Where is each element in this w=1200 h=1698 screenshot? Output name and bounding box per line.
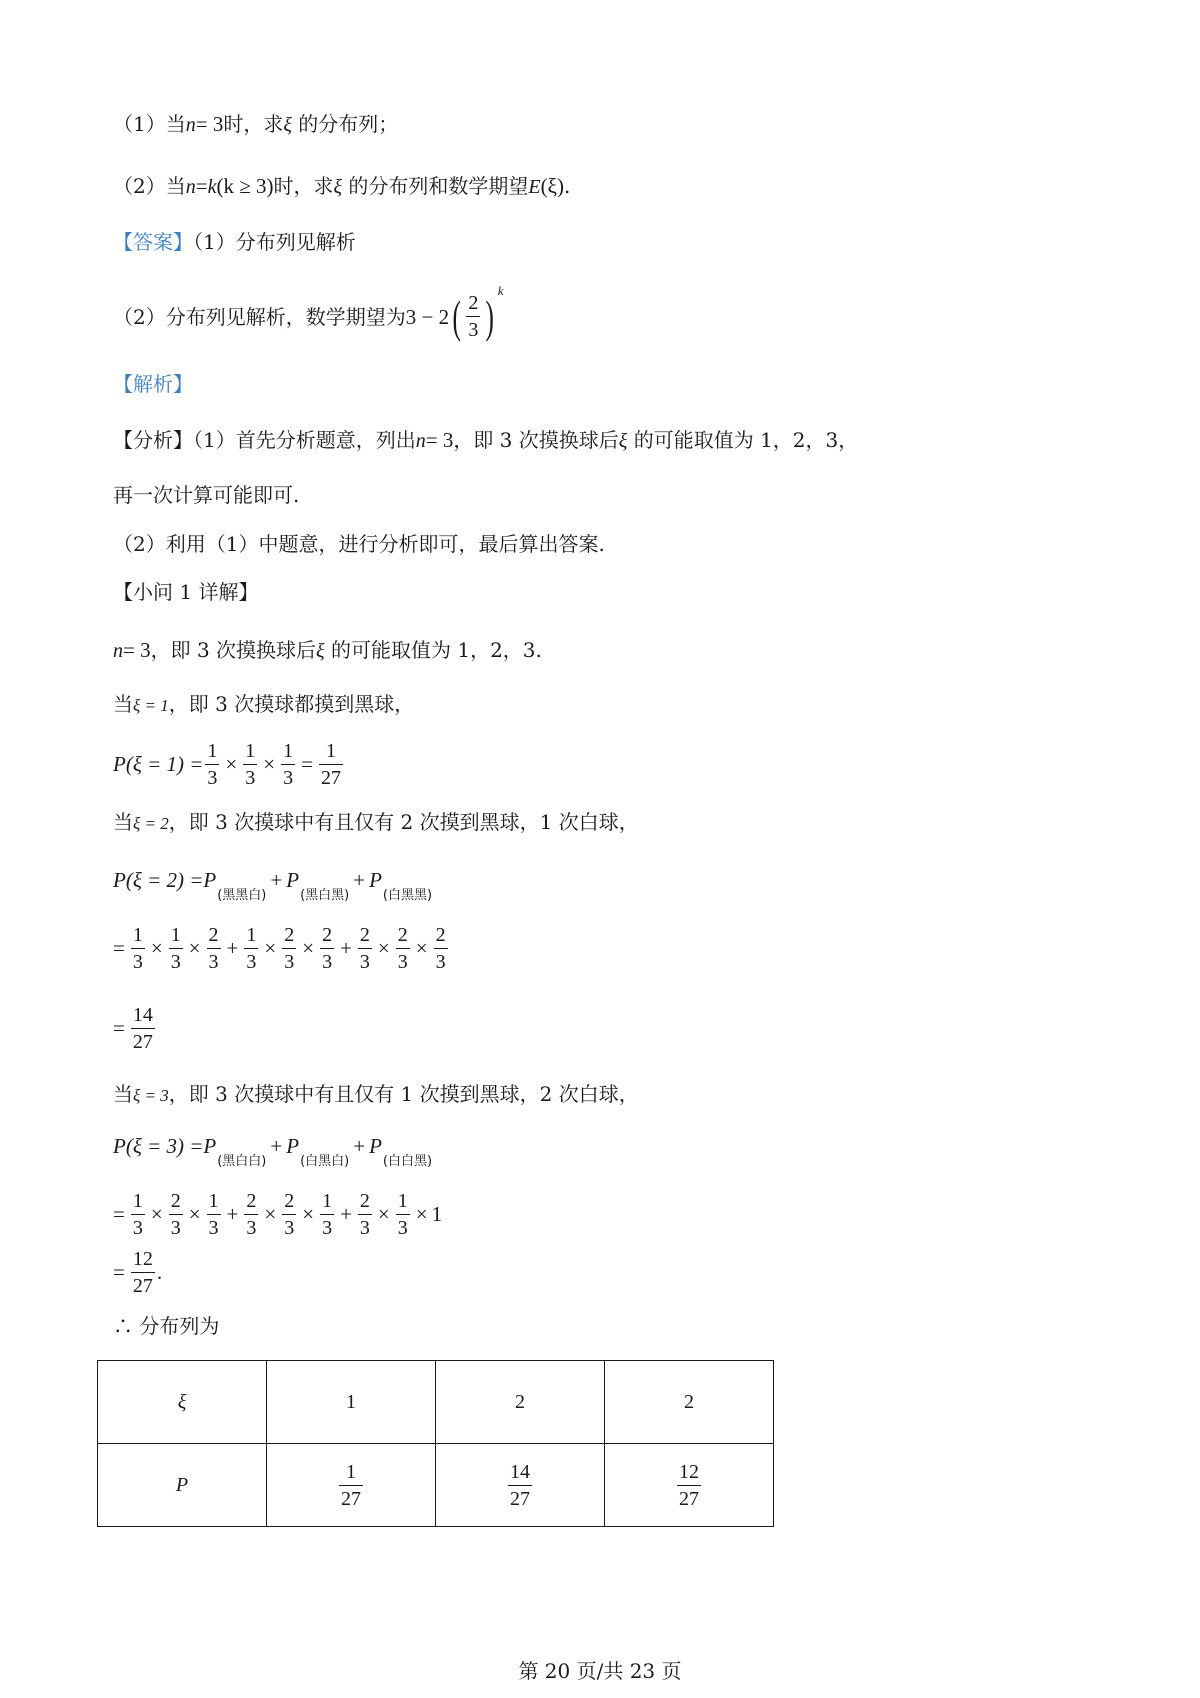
times-sign: ×: [150, 1202, 163, 1226]
fraction-den: 3: [358, 948, 372, 975]
fraction: [169, 1188, 183, 1241]
table-frac-den: 27: [339, 1485, 363, 1512]
table-row: [98, 1361, 774, 1444]
analysis-line-3: （2）利用（1）中题意，进行分析即可，最后算出答案.: [113, 532, 605, 556]
fraction-den: 3: [244, 948, 258, 975]
case3-res-den: 27: [131, 1272, 155, 1299]
analysis-tag: 【分析】: [113, 428, 193, 452]
case1-b: ，即 3 次摸球都摸到黑球，: [168, 692, 415, 716]
table-fraction: [677, 1459, 701, 1512]
case2-terms: [129, 922, 450, 975]
q2-suffix: 的分布列和数学期望: [342, 174, 529, 198]
table-frac-den: 27: [677, 1485, 701, 1512]
case1-f2-num: 1: [245, 739, 256, 762]
fraction-den: 3: [169, 1214, 183, 1241]
analysis-line-2: 再一次计算可能即可.: [113, 483, 300, 507]
fraction: [169, 922, 183, 975]
case1-a: 当: [113, 692, 133, 716]
detail-eq: = 3: [123, 638, 151, 662]
case3-res-num: 12: [132, 1247, 153, 1270]
q1-xi: ξ: [283, 114, 292, 136]
plus-sign: +: [340, 1202, 352, 1226]
fraction-den: 3: [207, 948, 221, 975]
case3-result-line: [113, 1244, 162, 1300]
table-frac-num: 1: [346, 1460, 356, 1483]
case3-s3: (白白黑): [382, 1154, 433, 1169]
answer-line-2: [113, 282, 504, 343]
plus-sign: +: [270, 868, 283, 892]
fraction: [396, 1188, 410, 1241]
q1-mid: 时，求: [223, 112, 284, 136]
case1-result: [319, 738, 343, 791]
fraction-num: 1: [170, 923, 181, 946]
case1-res-den: 27: [319, 764, 343, 791]
fraction-num: 2: [284, 923, 295, 946]
answer-a2: （2）分布列见解析，数学期望为: [113, 304, 406, 329]
fraction: [207, 1188, 221, 1241]
fraction-num: 2: [208, 923, 219, 946]
fraction: [131, 1188, 145, 1241]
fraction-den: 3: [358, 1214, 372, 1241]
fraction: [358, 922, 372, 975]
case3-P3: P: [369, 1134, 382, 1158]
fraction-den: 3: [131, 948, 145, 975]
fraction: [244, 1188, 258, 1241]
analysis-eq: = 3: [425, 428, 454, 452]
case1-f2-den: 3: [243, 764, 257, 791]
times-sign: ×: [302, 936, 315, 960]
case3-s1: (黑白白): [217, 1154, 267, 1169]
q1-suffix: 的分布列；: [291, 112, 399, 136]
analysis-n: n: [415, 430, 426, 452]
q1-prefix: （1）当: [113, 112, 186, 136]
analysis-xi: ξ: [618, 430, 628, 452]
times-sign: ×: [377, 936, 390, 960]
fraction-num: 2: [246, 1189, 257, 1212]
fraction-den: 3: [244, 1214, 258, 1241]
answer-tag: 【答案】: [113, 230, 193, 254]
case3-s2: (白黑白): [300, 1154, 350, 1169]
case1-f3-num: 1: [283, 739, 294, 762]
case3-lhs-line: [113, 1132, 432, 1172]
fraction-num: 1: [132, 923, 143, 946]
table-frac-num: 14: [510, 1460, 530, 1483]
table-header-p: P: [98, 1444, 267, 1527]
case3-result: [131, 1246, 155, 1299]
case2-expansion: [113, 920, 450, 976]
times-sign: ×: [263, 752, 276, 776]
fraction-num: 2: [397, 923, 408, 946]
detail-tag: 【小问 1 详解】: [113, 580, 259, 604]
plus-sign: +: [340, 936, 352, 960]
table-cell: 2: [605, 1361, 774, 1444]
case2-P1: P: [203, 868, 217, 892]
fraction-num: 2: [359, 923, 370, 946]
case2-a: 当: [113, 810, 133, 834]
times-sign: ×: [188, 936, 201, 960]
q2-k: k: [207, 176, 217, 198]
analysis-p1b: ，即 3 次摸换球后: [453, 428, 619, 452]
q2-Exi: (ξ): [540, 174, 564, 198]
times-sign: ×: [415, 1202, 428, 1226]
plus-sign: +: [226, 936, 239, 960]
fraction-num: 1: [132, 1189, 143, 1212]
detail-c: ，即 3 次摸换球后: [150, 638, 317, 662]
question-2: [113, 172, 570, 201]
case1-xi: ξ = 1: [133, 696, 169, 715]
plus-sign: +: [226, 1202, 239, 1226]
case3-text: [113, 1080, 639, 1110]
times-sign: ×: [264, 936, 277, 960]
case2-res-num: 14: [132, 1003, 153, 1026]
case3-P1: P: [203, 1134, 217, 1158]
fraction: [320, 1188, 334, 1241]
case2-text: [113, 808, 639, 838]
answer-exponent: k: [497, 282, 504, 298]
table-cell: 2: [436, 1361, 605, 1444]
fraction-den: 3: [396, 948, 410, 975]
times-sign: ×: [415, 936, 428, 960]
q2-cond: (k ≥ 3): [216, 174, 274, 198]
eq-sign: =: [113, 1202, 125, 1226]
case2-b: ，即 3 次摸球中有且仅有 2 次摸到黑球，1 次白球，: [168, 810, 639, 834]
eq-sign: =: [113, 1016, 125, 1040]
case1-f3-den: 3: [281, 764, 295, 791]
detail-e: 的可能取值为 1，2，3.: [324, 638, 542, 662]
dist-title: ∴ 分布列为: [113, 1314, 220, 1338]
case3-lhs: P(ξ = 3) =: [113, 1134, 204, 1158]
fraction-num: 1: [322, 1189, 333, 1212]
times-sign: ×: [302, 1202, 315, 1226]
fraction-num: 2: [322, 923, 333, 946]
left-paren: (: [452, 290, 461, 342]
detail-n: n: [113, 640, 123, 662]
table-cell: [267, 1444, 436, 1527]
analysis-p1a: （1）首先分析题意，列出: [193, 428, 416, 452]
case3-xi: ξ = 3: [133, 1086, 169, 1105]
q2-prefix: （2）当: [113, 174, 186, 198]
fraction-den: 3: [169, 948, 183, 975]
jiexi-tag: 【解析】: [113, 372, 193, 396]
case2-xi: ξ = 2: [133, 814, 169, 833]
fraction-num: 1: [246, 923, 257, 946]
plus-sign: +: [353, 1134, 366, 1158]
frac-den: 3: [466, 316, 480, 343]
fraction-den: 3: [434, 948, 448, 975]
analysis-p1c: 的可能取值为 1，2，3，: [627, 428, 859, 452]
table-fraction: [508, 1459, 532, 1512]
eq-sign: =: [113, 936, 125, 960]
page-footer: 第 20 页/共 23 页: [518, 1659, 682, 1683]
q2-E: E: [528, 176, 541, 198]
q2-n: n: [185, 176, 196, 198]
times-sign: ×: [188, 1202, 201, 1226]
distribution-table: [97, 1360, 774, 1527]
fraction-den: 3: [282, 948, 296, 975]
fraction-den: 3: [320, 1214, 334, 1241]
q1-n: n: [185, 114, 196, 136]
detail-line-1: [113, 636, 542, 665]
fraction: [282, 922, 296, 975]
plus-sign: +: [270, 1134, 283, 1158]
table-fraction: [339, 1459, 363, 1512]
times-sign: ×: [377, 1202, 390, 1226]
fraction-den: 3: [131, 1214, 145, 1241]
case1-f3: [281, 738, 295, 791]
table-frac-num: 12: [679, 1460, 699, 1483]
q2-eq: =: [195, 174, 208, 198]
fraction-num: 2: [170, 1189, 181, 1212]
table-header-xi: ξ: [98, 1361, 267, 1444]
answer-fraction: [466, 290, 480, 343]
table-row: [98, 1444, 774, 1527]
case2-s2: (黑白黑): [300, 888, 350, 903]
times-sign: ×: [150, 936, 163, 960]
case3-terms: [129, 1188, 442, 1241]
case1-res-num: 1: [325, 739, 336, 762]
case2-result: [131, 1002, 155, 1055]
fraction-num: 1: [208, 1189, 219, 1212]
fraction: [131, 922, 145, 975]
question-1: [113, 110, 398, 139]
case1-text: [113, 690, 414, 720]
case2-result-line: [113, 1000, 157, 1056]
table-cell: 1: [267, 1361, 436, 1444]
plus-sign: +: [353, 868, 366, 892]
expr-a: 3 − 2: [405, 304, 450, 329]
fraction-den: 3: [207, 1214, 221, 1241]
q2-xi: ξ: [333, 176, 343, 198]
fraction: [358, 1188, 372, 1241]
case1-lhs: P(ξ = 1) =: [113, 752, 204, 776]
detail-xi: ξ: [316, 640, 325, 662]
case2-lhs: P(ξ = 2) =: [113, 868, 204, 892]
case1-formula: [113, 736, 345, 792]
table-cell: [436, 1444, 605, 1527]
fraction: [396, 922, 410, 975]
fraction: [207, 922, 221, 975]
case3-P2: P: [286, 1134, 300, 1158]
right-paren: ): [485, 290, 495, 342]
fraction: [244, 922, 258, 975]
case2-s3: (白黑黑): [382, 888, 433, 903]
fraction-den: 3: [320, 948, 334, 975]
analysis-line-1: [113, 426, 858, 455]
q2-mid: 时，求: [273, 174, 334, 198]
case1-f1: [205, 738, 219, 791]
fraction-num: 1: [397, 1189, 408, 1212]
case3-a: 当: [113, 1082, 133, 1106]
eq-sign: =: [113, 1260, 125, 1284]
case3-b: ，即 3 次摸球中有且仅有 1 次摸到黑球，2 次白球，: [168, 1082, 639, 1106]
case3-expansion: [113, 1186, 442, 1242]
case2-res-den: 27: [131, 1028, 155, 1055]
fraction-num: 2: [435, 923, 446, 946]
frac-num: 2: [468, 292, 479, 314]
case1-f1-den: 3: [205, 764, 219, 791]
eq-sign: =: [301, 752, 313, 776]
tail-value: 1: [431, 1202, 443, 1226]
q2-end: .: [564, 174, 571, 198]
case2-s1: (黑黑白): [217, 888, 267, 903]
table-cell: [605, 1444, 774, 1527]
fraction: [434, 922, 448, 975]
fraction: [320, 922, 334, 975]
q1-eq: = 3: [195, 112, 224, 136]
table-frac-den: 27: [508, 1485, 532, 1512]
fraction-num: 2: [359, 1189, 370, 1212]
case2-P2: P: [286, 868, 300, 892]
fraction-den: 3: [282, 1214, 296, 1241]
times-sign: ×: [264, 1202, 277, 1226]
answer-a1: （1）分布列见解析: [193, 230, 356, 254]
answer-expression: [405, 282, 504, 343]
fraction: [282, 1188, 296, 1241]
case1-f2: [243, 738, 257, 791]
case2-P3: P: [369, 868, 382, 892]
case1-f1-num: 1: [207, 739, 218, 762]
fraction-num: 2: [284, 1189, 295, 1212]
fraction-den: 3: [396, 1214, 410, 1241]
case3-dot: .: [156, 1260, 163, 1284]
times-sign: ×: [225, 752, 238, 776]
answer-line-1: [113, 228, 356, 256]
case2-lhs-line: [113, 866, 432, 906]
